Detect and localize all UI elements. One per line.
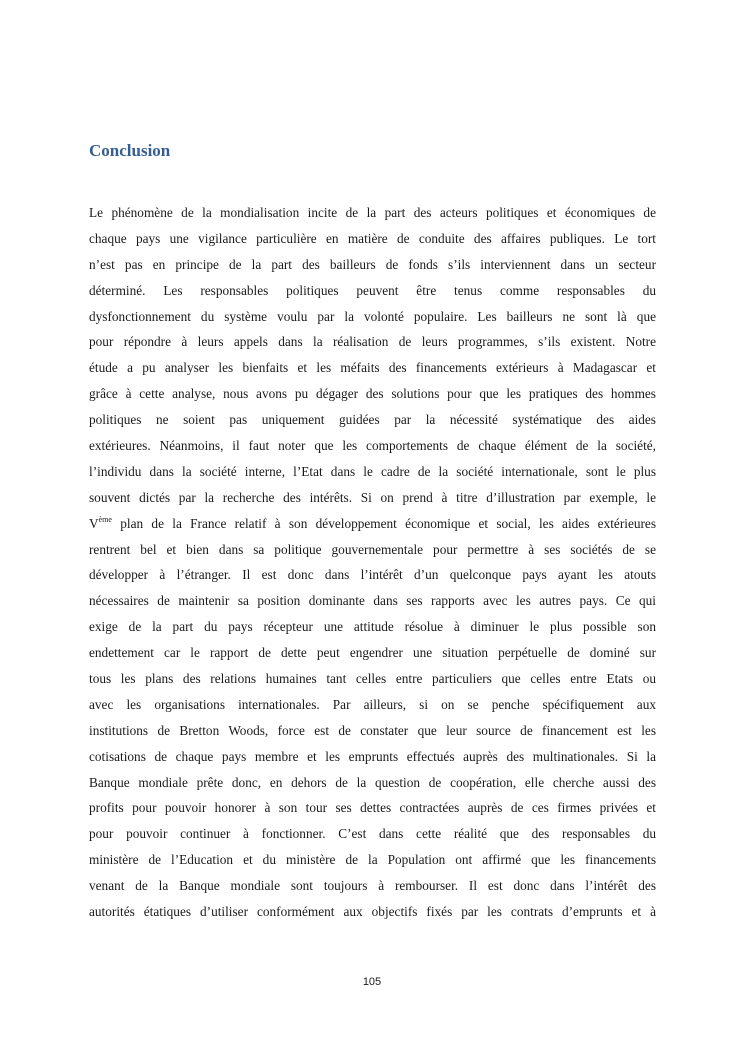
text-line: ministère de l’Education et du ministère de la Population ont affirmé que les financements [89, 852, 656, 868]
text-line: venant de la Banque mondiale sont toujours à rembourser. Il est donc dans l’intérêt des [89, 878, 656, 894]
text-line: pour pouvoir continuer à fonctionner. C’est dans cette réalité que des responsables du [89, 826, 656, 842]
text-line: nécessaires de maintenir sa position dominante dans ses rapports avec les autres pays. Ce qui [89, 593, 656, 609]
text-line: endettement car le rapport de dette peut engendrer une situation perpétuelle de dominé sur [89, 645, 656, 661]
text-line: tous les plans des relations humaines tant celles entre particuliers que celles entre Etats ou [89, 671, 656, 687]
text-line: autorités étatiques d’utiliser conformément aux objectifs fixés par les contrats d’emprunts et à [89, 904, 656, 920]
text-line: avec les organisations internationales. Par ailleurs, si on se penche spécifiquement aux [89, 696, 656, 712]
superscript: ème [98, 514, 112, 524]
text-line: déterminé. Les responsables politiques peuvent être tenus comme responsables du [89, 282, 656, 298]
text-line-with-superscript [89, 511, 656, 537]
superscript-line-rest: plan de la France relatif à son développement économique et social, les aides extérieures [111, 515, 656, 531]
text-line: cotisations de chaque pays membre et les emprunts effectués auprès des multinationales. Si la [89, 748, 656, 764]
text-line: extérieures. Néanmoins, il faut noter que les comportements de chaque élément de la société, [89, 438, 656, 454]
text-line: Le phénomène de la mondialisation incite de la part des acteurs politiques et économiques de [89, 205, 656, 220]
text-line: étude a pu analyser les bienfaits et les méfaits des financements extérieurs à Madagascar et [89, 360, 656, 376]
text-line: grâce à cette analyse, nous avons pu dégager des solutions pour que les pratiques des hommes [89, 386, 656, 402]
text-line: l’individu dans la société interne, l’Etat dans le cadre de la société internationale, sont le plus [89, 463, 656, 479]
body-paragraph [89, 200, 656, 925]
text-line: rentrent bel et bien dans sa politique gouvernementale pour permettre à ses sociétés de se [89, 541, 656, 557]
text-line: dysfonctionnement du système voulu par la volonté populaire. Les bailleurs ne sont là que [89, 308, 656, 324]
text-line: chaque pays une vigilance particulière en matière de conduite des affaires publiques. Le tort [89, 230, 656, 246]
text-line: développer à l’étranger. Il est donc dans l’intérêt d’un quelconque pays ayant les atouts [89, 567, 656, 583]
text-line: profits pour pouvoir honorer à son tour ses dettes contractées auprès de ces firmes privées et [89, 800, 656, 816]
text-line: souvent dictés par la recherche des intérêts. Si on prend à titre d’illustration par exemple, le [89, 489, 656, 505]
text-line: exige de la part du pays récepteur une attitude résolue à diminuer le plus possible son [89, 619, 656, 635]
page-number: 105 [362, 976, 382, 988]
section-heading: Conclusion [89, 141, 171, 160]
text-line: institutions de Bretton Woods, force est de constater que leur source de financement est les [89, 722, 656, 738]
superscript-base: V [89, 515, 99, 531]
text-line: n’est pas en principe de la part des bailleurs de fonds s’ils interviennent dans un secteur [89, 256, 656, 272]
text-line: pour répondre à leurs appels dans la réalisation de leurs programmes, s’ils existent. Notre [89, 334, 656, 350]
text-line: Banque mondiale prête donc, en dehors de la question de coopération, elle cherche aussi des [89, 774, 656, 790]
text-line: politiques ne soient pas uniquement guidées par la nécessité systématique des aides [89, 412, 656, 428]
